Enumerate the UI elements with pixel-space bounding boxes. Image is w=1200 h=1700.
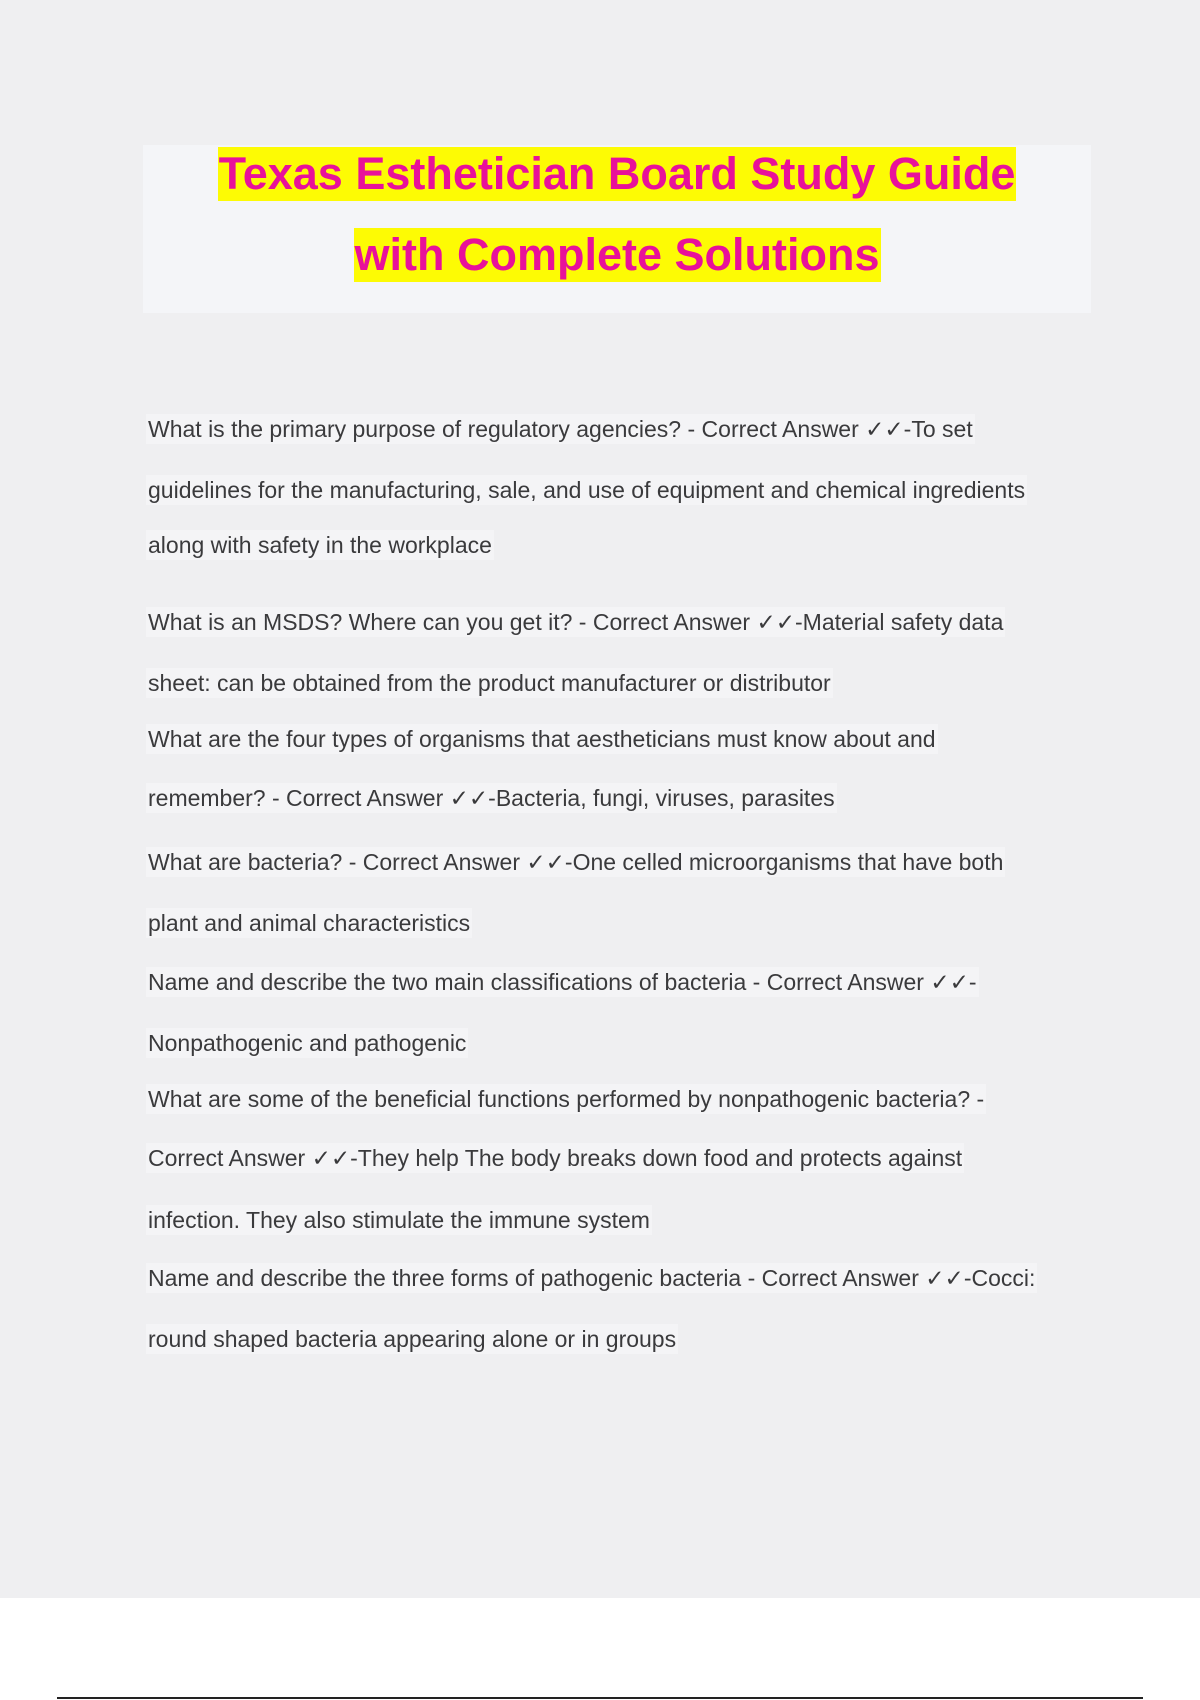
qa-line-6: What are the four types of organisms that aestheticians must know about and bbox=[148, 726, 936, 752]
qa-line-16: round shaped bacteria appearing alone or in groups bbox=[148, 1326, 677, 1352]
qa-line-8: What are bacteria? - Correct Answer ✓✓-One celled microorganisms that have both bbox=[148, 849, 1004, 875]
qa-line-2: guidelines for the manufacturing, sale, and use of equipment and chemical ingredients bbox=[148, 477, 1026, 503]
qa-line-9: plant and animal characteristics bbox=[148, 910, 471, 936]
qa-line-10: Name and describe the two main classifications of bacteria - Correct Answer ✓✓- bbox=[148, 969, 977, 995]
qa-line-14: infection. They also stimulate the immune system bbox=[148, 1207, 650, 1233]
qa-line-11: Nonpathogenic and pathogenic bbox=[148, 1030, 467, 1056]
document-title-line-1: Texas Esthetician Board Study Guide bbox=[218, 148, 1016, 199]
qa-line-1: What is the primary purpose of regulatory agencies? - Correct Answer ✓✓-To set bbox=[148, 416, 973, 442]
qa-line-7: remember? - Correct Answer ✓✓-Bacteria, fungi, viruses, parasites bbox=[148, 785, 835, 811]
footer-divider bbox=[57, 1697, 1143, 1699]
title-block bbox=[143, 145, 1091, 313]
qa-line-5: sheet: can be obtained from the product manufacturer or distributor bbox=[148, 670, 831, 696]
qa-line-4: What is an MSDS? Where can you get it? - Correct Answer ✓✓-Material safety data bbox=[148, 609, 1004, 635]
qa-line-15: Name and describe the three forms of pathogenic bacteria - Correct Answer ✓✓-Cocci: bbox=[148, 1265, 1036, 1291]
document-title-line-2: with Complete Solutions bbox=[354, 229, 880, 280]
qa-line-12: What are some of the beneficial functions performed by nonpathogenic bacteria? - bbox=[148, 1086, 985, 1112]
qa-line-13: Correct Answer ✓✓-They help The body breaks down food and protects against bbox=[148, 1145, 963, 1171]
qa-line-3: along with safety in the workplace bbox=[148, 532, 492, 558]
